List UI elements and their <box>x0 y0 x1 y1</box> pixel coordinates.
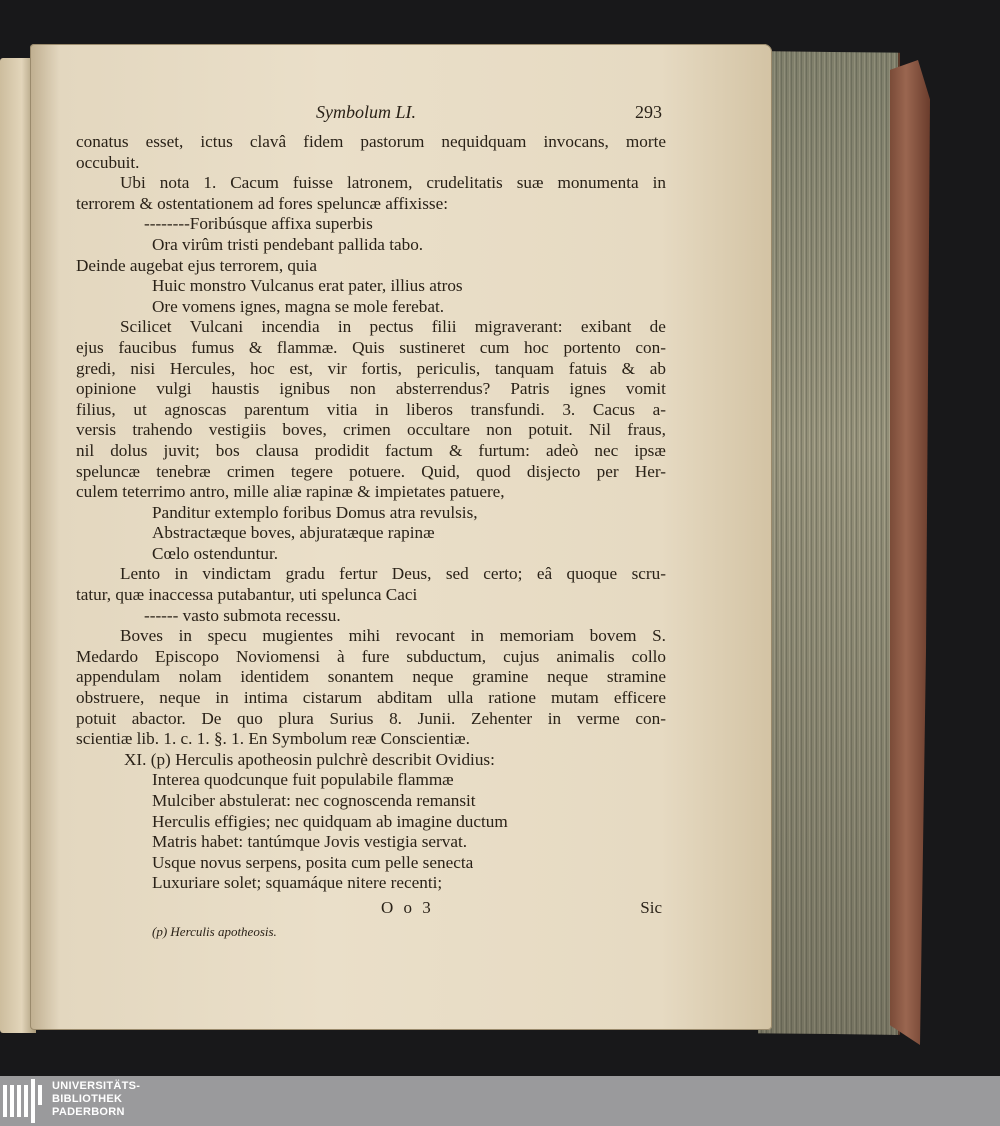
verse-line: Panditur extemplo foribus Domus atra revulsis, <box>152 502 478 522</box>
text-line: Boves in specu mugientes mihi revocant in memoriam bovem S. <box>120 626 666 646</box>
verse-line: Cœlo ostenduntur. <box>152 543 279 563</box>
verse-line: Interea quodcunque fuit populabile flammæ <box>152 770 454 790</box>
verse-line: Luxuriare solet; squamáque nitere recenti; <box>152 873 443 893</box>
text-line: ejus faucibus fumus & flammæ. Quis sustineret cum hoc portento con- <box>76 337 666 357</box>
book-cover-edge <box>890 60 930 1045</box>
text-line: terrorem & ostentationem ad fores speluncæ affixisse: <box>76 193 448 213</box>
running-title: Symbolum LI. <box>316 102 416 122</box>
text-line: Scilicet Vulcani incendia in pectus filii migraverant: exibant de <box>120 317 666 337</box>
body-text <box>76 132 666 894</box>
verse-line: Mulciber abstulerat: nec cognoscenda remansit <box>152 791 476 810</box>
text-line: appendulam nolam identidem sonantem neque gramine neque stramine <box>76 667 666 687</box>
catchword: Sic <box>640 898 662 917</box>
verse-line: ------ vasto submota recessu. <box>144 605 341 625</box>
text-line: culem teterrimo antro, mille aliæ rapinæ & impietates patuere, <box>76 482 505 502</box>
running-header <box>76 102 662 126</box>
text-line: gredi, nisi Hercules, hoc est, vir fortis, periculis, tanquam fatuis & ab <box>76 358 666 378</box>
footnote: (p) Herculis apotheosis. <box>152 924 277 939</box>
text-line: tatur, quæ inaccessa putabantur, uti spelunca Caci <box>76 585 418 605</box>
page-number: 293 <box>635 102 662 122</box>
verse-line: Herculis effigies; nec quidquam ab imagine ductum <box>152 811 508 831</box>
library-name <box>52 1080 140 1119</box>
text-line: filius, ut agnoscas parentum vitia in liberos transfundi. 3. Cacus a- <box>76 399 666 419</box>
library-logo-icon <box>3 1079 43 1123</box>
library-name-line: BIBLIOTHEK <box>52 1093 123 1105</box>
text-line: Medardo Episcopo Noviomensi à fure subductum, cujus animalis collo <box>76 646 666 666</box>
verse-line: --------Foribúsque affixa superbis <box>144 214 373 234</box>
verse-line: Ore vomens ignes, magna se mole ferebat. <box>152 296 445 316</box>
verse-line: Huic monstro Vulcanus erat pater, illius atros <box>152 276 463 296</box>
verse-line: Ora virûm tristi pendebant pallida tabo. <box>152 234 424 254</box>
library-footer <box>0 1076 1000 1126</box>
library-name-line: UNIVERSITÄTS- <box>52 1080 141 1092</box>
text-line: XI. (p) Herculis apotheosin pulchrè describit Ovidius: <box>124 749 495 769</box>
text-line: versis trahendo vestigiis boves, crimen occultare non potuit. Nil fraus, <box>76 420 666 440</box>
text-line: conatus esset, ictus clavâ fidem pastorum nequidquam invocans, morte <box>76 132 666 151</box>
text-line: obstruere, neque in intima cistarum abditam ulla ratione mutam efficere <box>76 688 666 708</box>
verse-line: Usque novus serpens, posita cum pelle senecta <box>152 852 474 872</box>
signature-mark: O o 3 <box>381 898 434 917</box>
page-edges-shade <box>758 52 898 1034</box>
text-line: Lento in vindictam gradu fertur Deus, sed certo; eâ quoque scru- <box>120 564 666 584</box>
text-line: scientiæ lib. 1. c. 1. §. 1. En Symbolum reæ Conscientiæ. <box>76 729 470 749</box>
text-line: potuit abactor. De quo plura Surius 8. Junii. Zehenter in verme con- <box>76 708 666 728</box>
text-line: Ubi nota 1. Cacum fuisse latronem, crudelitatis suæ monumenta in <box>120 173 666 193</box>
text-line: nil dolus juvit; bos clausa prodidit factum & furtum: adeò nec ipsæ <box>76 440 666 460</box>
text-line: Deinde augebat ejus terrorem, quia <box>76 255 318 275</box>
text-line: opinione vulgi haustis ignibus non absterrendus? Patris ignes vomit <box>76 379 666 399</box>
text-line: speluncæ tenebræ crimen tegere potuere. Quid, quod disjecto per Her- <box>76 461 666 481</box>
verse-line: Matris habet: tantúmque Jovis vestigia servat. <box>152 832 468 852</box>
text-line: occubuit. <box>76 152 140 172</box>
signature-row <box>76 898 662 922</box>
verse-line: Abstractæque boves, abjuratæque rapinæ <box>152 523 435 543</box>
library-name-line: PADERBORN <box>52 1106 125 1118</box>
